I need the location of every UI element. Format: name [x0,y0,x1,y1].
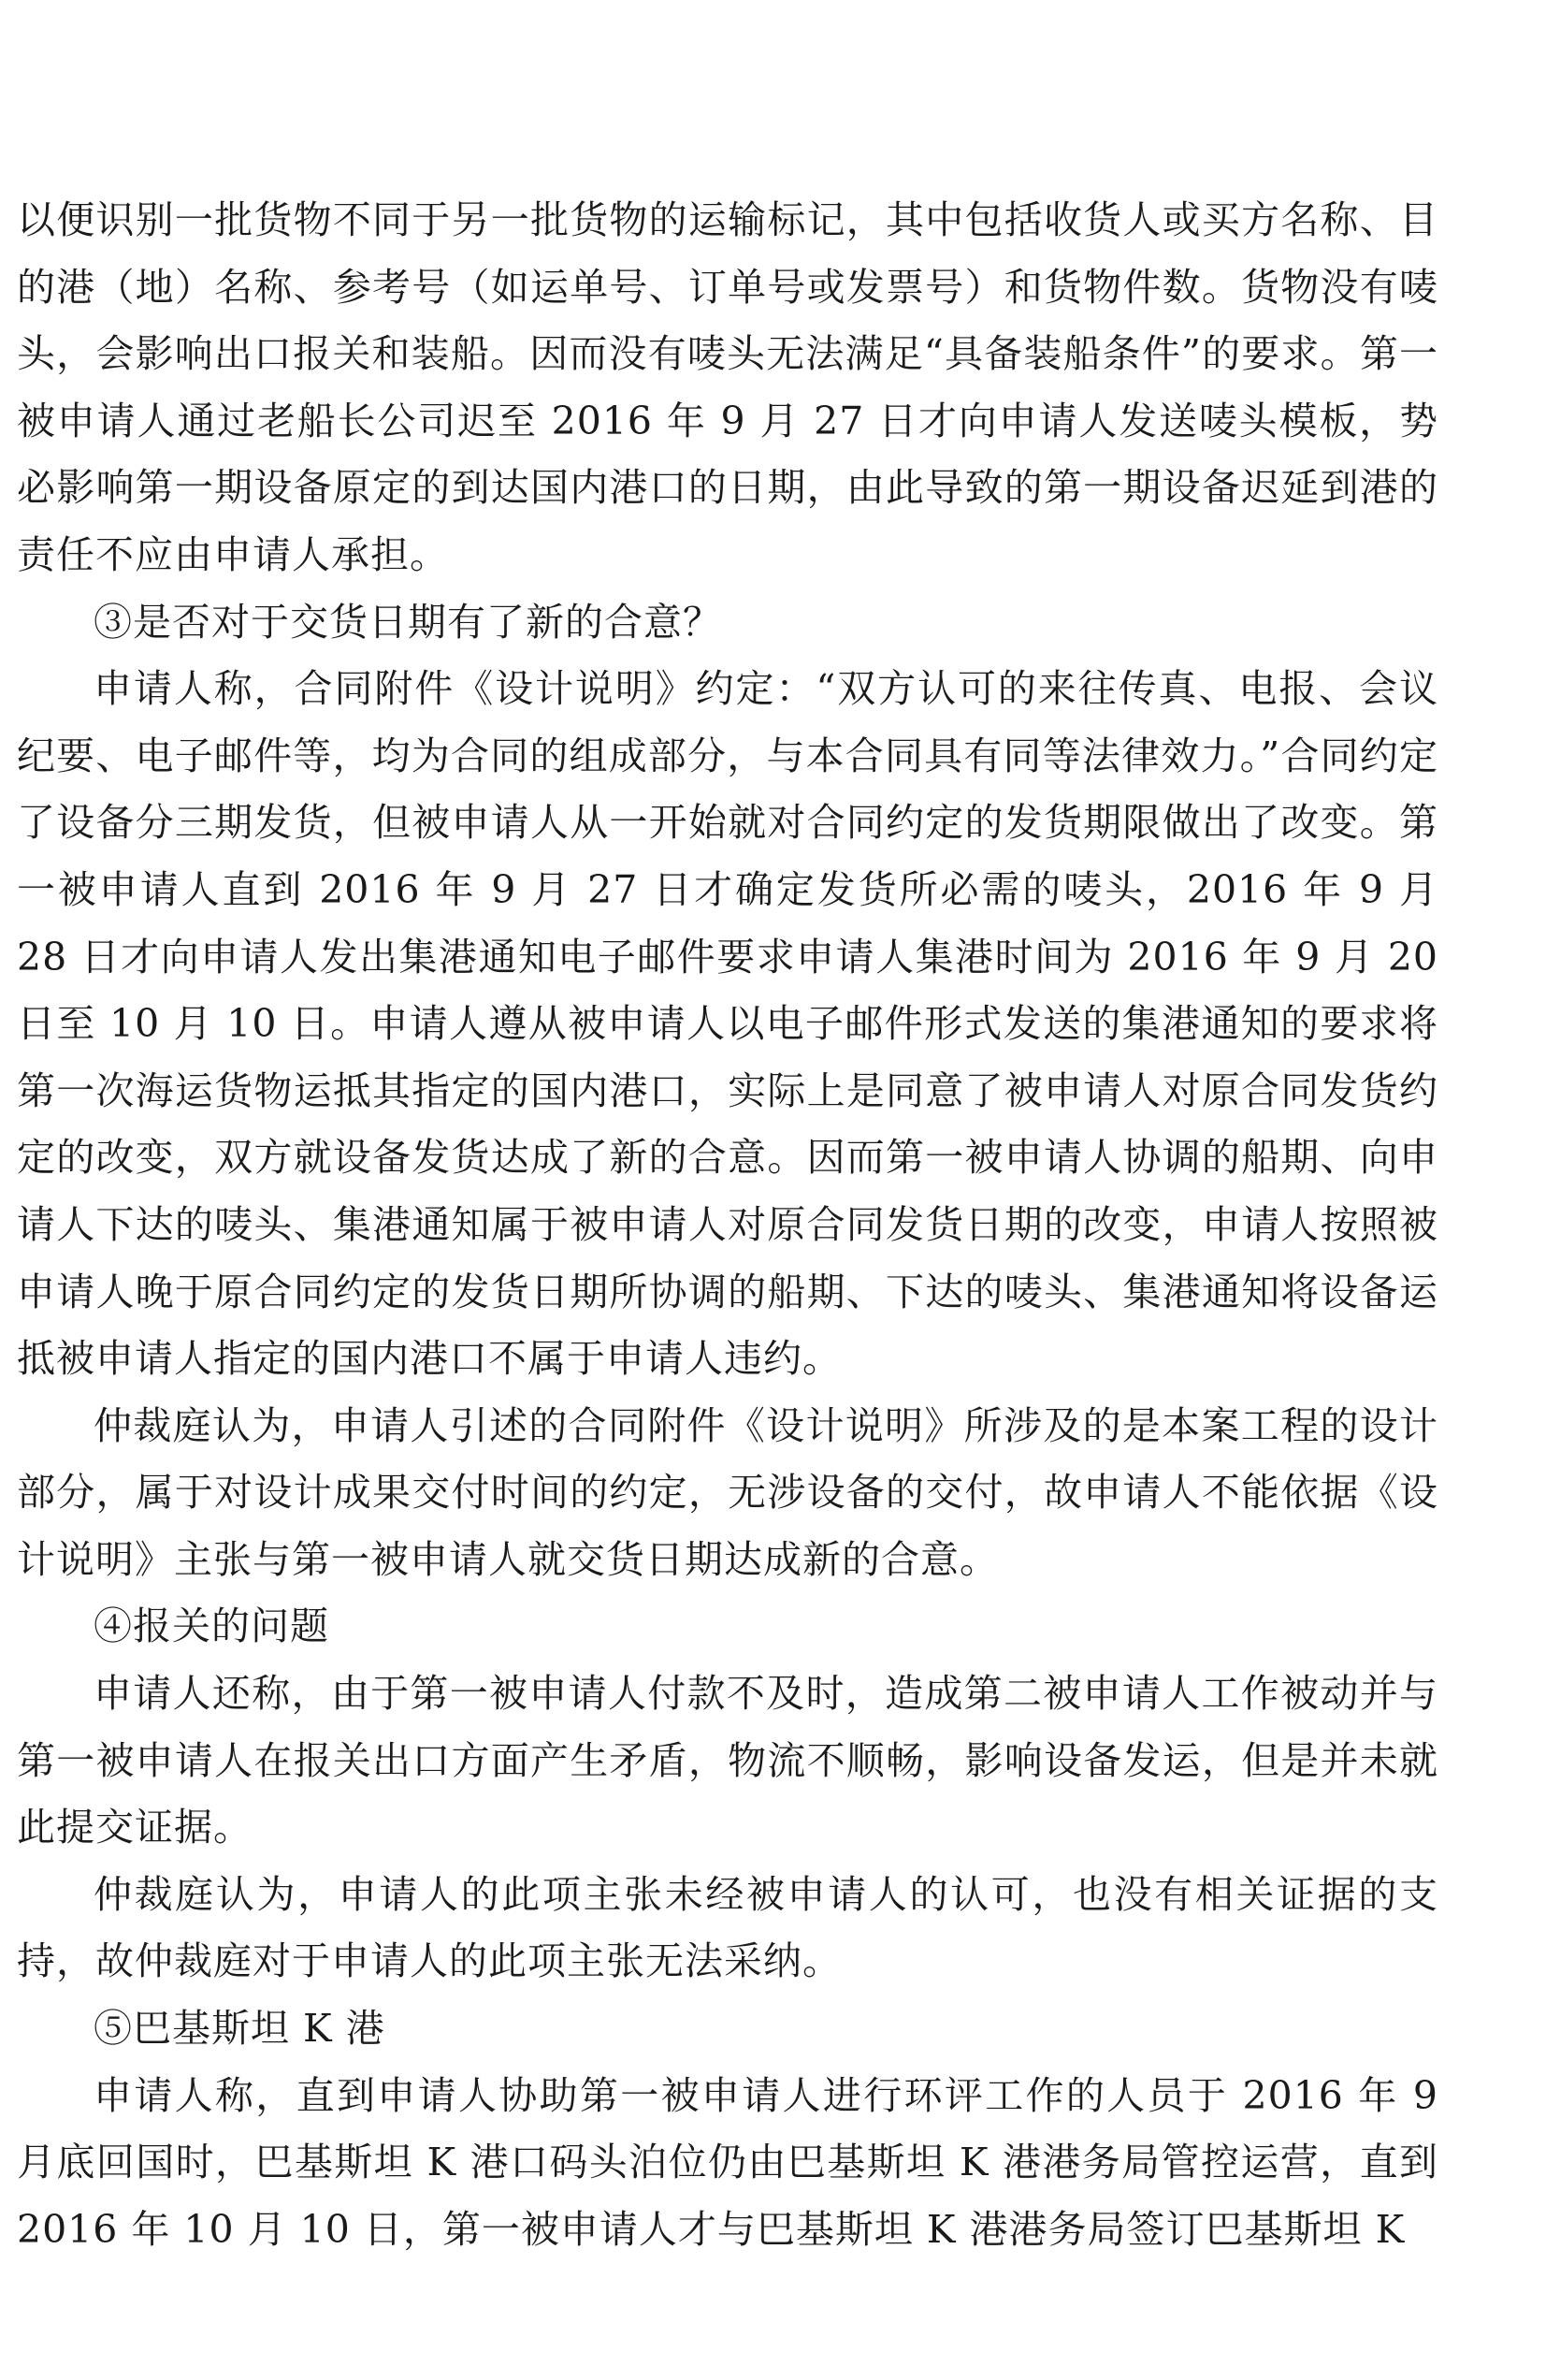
paragraph-applicant-claim-customs: 申请人还称，由于第一被申请人付款不及时，造成第二被申请人工作被动并与第一被申请人在报关出口方面产生矛盾，物流不顺畅，影响设备发运，但是并未就此提交证据。 [17,1671,1438,1850]
section-heading-new-agreement: ③是否对于交货日期有了新的合意？ [94,599,722,645]
section-heading-port: ⑤巴基斯坦 K 港 [94,2006,385,2052]
paragraph-applicant-claim-port: 申请人称，直到申请人协助第一被申请人进行环评工作的人员于 2016 年 9 月底回国时，巴基斯坦 K 港口码头泊位仍由巴基斯坦 K 港港务局管控运营，直到 2016 年 10 月 10 日，第一被申请人才与巴基斯坦 K 港港务局签订巴基斯坦 K [17,2072,1438,2252]
section-heading-customs: ④报关的问题 [94,1604,329,1649]
document-page [17,187,1438,2263]
paragraph-tribunal-opinion-customs: 仲裁庭认为，申请人的此项主张未经被申请人的认可，也没有相关证据的支持，故仲裁庭对于申请人的此项主张无法采纳。 [17,1871,1438,1984]
paragraph-shipping-marks: 以便识别一批货物不同于另一批货物的运输标记，其中包括收货人或买方名称、目的港（地）名称、参考号（如运单号、订单号或发票号）和货物件数。货物没有唛头，会影响出口报关和装船。因而没有唛头无法满足“具备装船条件”的要求。第一被申请人通过老船长公司迟至 2016 年 9 月 27 日才向申请人发送唛头模板，势必影响第一期设备原定的到达国内港口的日期，由此导致的第一期设备迟延到港的责任不应由申请人承担。 [17,197,1438,577]
paragraph-applicant-claim-design-notes: 申请人称，合同附件《设计说明》约定：“双方认可的来往传真、电报、会议纪要、电子邮件等，均为合同的组成部分，与本合同具有同等法律效力。”合同约定了设备分三期发货，但被申请人从一开始就对合同约定的发货期限做出了改变。第一被申请人直到 2016 年 9 月 27 日才确定发货所必需的唛头，2016 年 9 月 28 日才向申请人发出集港通知电子邮件要求申请人集港时间为 2016 年 9 月 20 日至 10 月 10 日。申请人遵从被申请人以电子邮件形式发送的集港通知的要求将第一次海运货物运抵其指定的国内港口，实际上是同意了被申请人对原合同发货约定的改变，双方就设备发货达成了新的合意。因而第一被申请人协调的船期、向申请人下达的唛头、集港通知属于被申请人对原合同发货日期的改变，申请人按照被申请人晚于原合同约定的发货日期所协调的船期、下达的唛头、集港通知将设备运抵被申请人指定的国内港口不属于申请人违约。 [17,666,1438,1382]
paragraph-tribunal-opinion-design-notes: 仲裁庭认为，申请人引述的合同附件《设计说明》所涉及的是本案工程的设计部分，属于对设计成果交付时间的约定，无涉设备的交付，故申请人不能依据《设计说明》主张与第一被申请人就交货日期达成新的合意。 [17,1402,1438,1582]
